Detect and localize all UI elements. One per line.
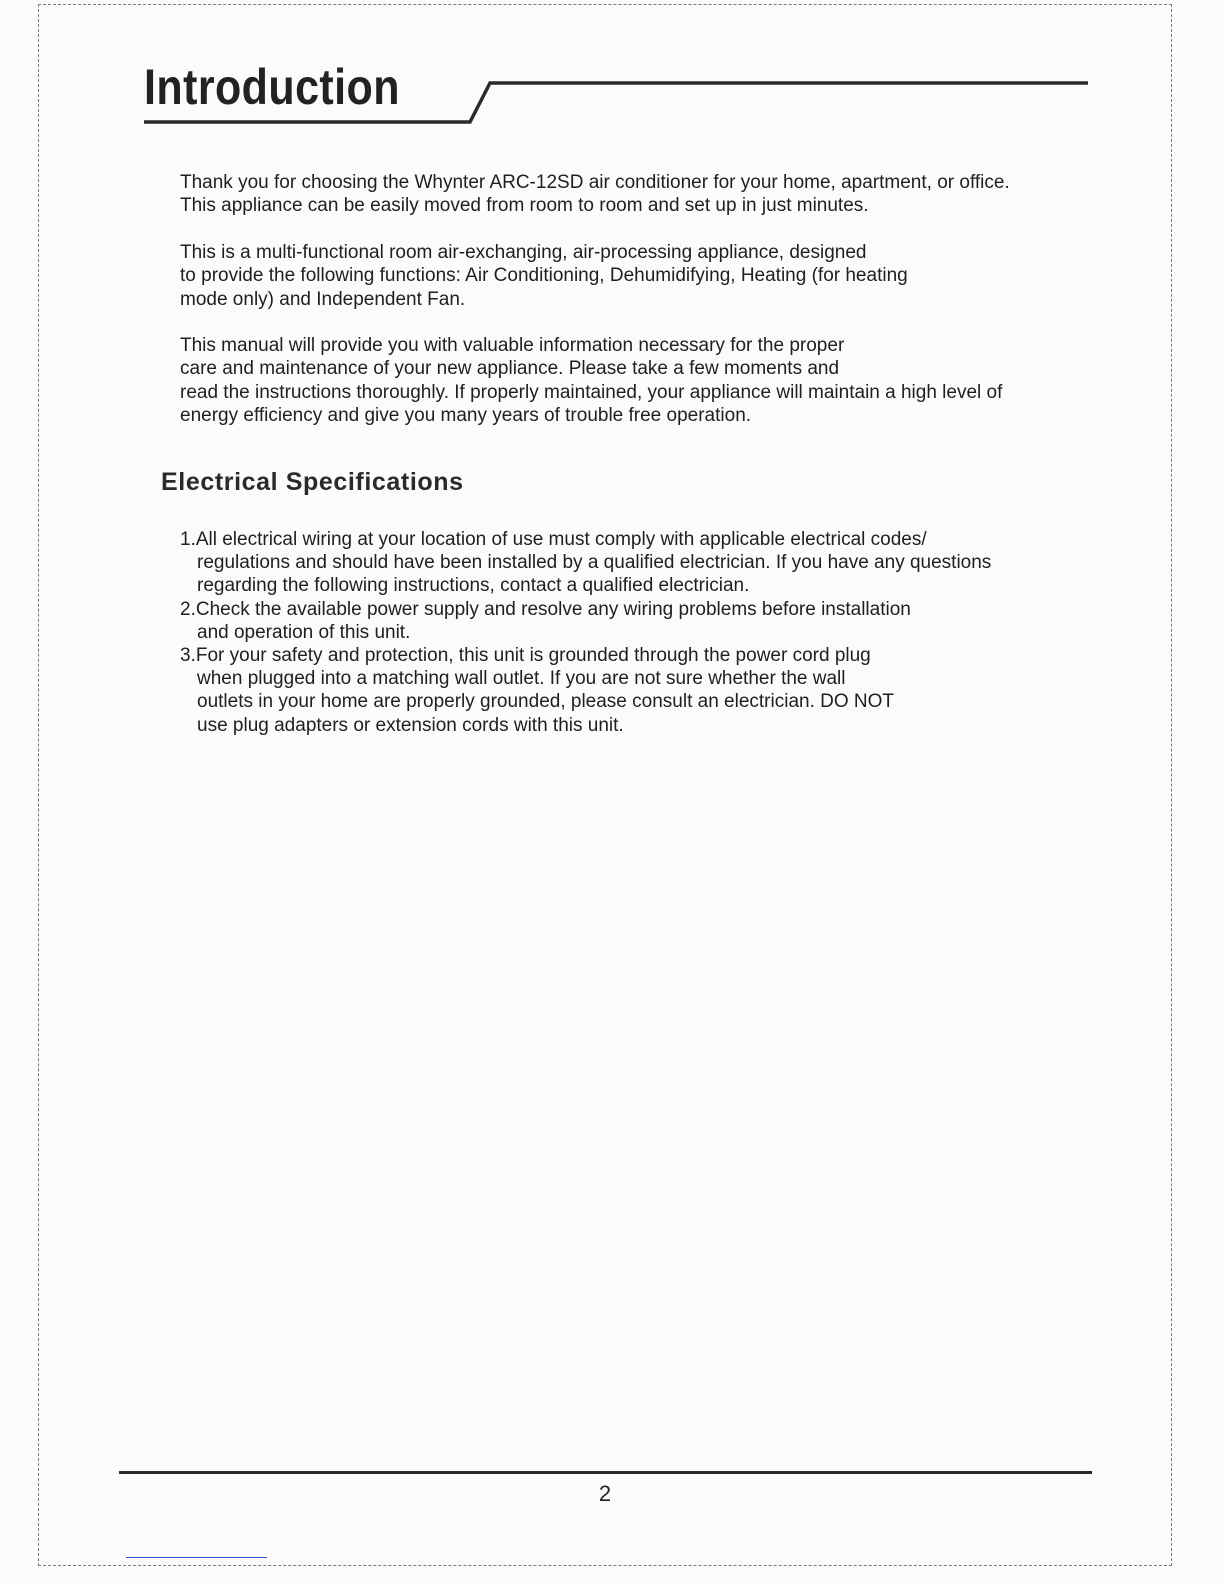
text-line: 2.Check the available power supply and resolve any wiring problems before installation: [180, 598, 911, 620]
intro-paragraph-2: [180, 241, 908, 311]
intro-paragraph-3: [180, 334, 1002, 427]
text-line: This appliance can be easily moved from room to room and set up in just minutes.: [180, 195, 869, 217]
text-line: regarding the following instructions, contact a qualified electrician.: [197, 575, 750, 597]
page-number: 2: [598, 1481, 612, 1506]
text-line: when plugged into a matching wall outlet. If you are not sure whether the wall: [197, 668, 846, 690]
page-title: Introduction: [144, 59, 400, 115]
intro-paragraph-1: [180, 171, 1010, 218]
list-item: [180, 528, 1080, 598]
text-line: use plug adapters or extension cords with this unit.: [197, 714, 624, 736]
text-line: This manual will provide you with valuable information necessary for the proper: [180, 335, 845, 356]
text-line: care and maintenance of your new appliance. Please take a few moments and: [180, 358, 840, 380]
text-line: 3.For your safety and protection, this unit is grounded through the power cord plug: [180, 645, 871, 667]
text-line: outlets in your home are properly grounded, please consult an electrician. DO NOT: [197, 691, 895, 713]
text-line: This is a multi-functional room air-exchanging, air-processing appliance, designed: [180, 242, 867, 263]
text-line: and operation of this unit.: [197, 621, 411, 643]
list-item: [180, 598, 1080, 644]
footer-divider: [119, 1471, 1092, 1474]
text-line: to provide the following functions: Air Conditioning, Dehumidifying, Heating (for heating: [180, 265, 908, 287]
electrical-spec-list: [180, 528, 1080, 737]
page-border: [38, 4, 1172, 1566]
text-line: read the instructions thoroughly. If properly maintained, your appliance will maintain a high level of: [180, 381, 1003, 403]
text-line: mode only) and Independent Fan.: [180, 288, 466, 310]
list-item: [180, 644, 1080, 737]
section-heading-electrical: Electrical Specifications: [161, 468, 464, 496]
text-line: 1.All electrical wiring at your location of use must comply with applicable electrical codes/: [180, 529, 927, 550]
text-line: Thank you for choosing the Whynter ARC-12SD air conditioner for your home, apartment, or office.: [180, 172, 1010, 193]
text-line: energy efficiency and give you many years of trouble free operation.: [180, 404, 752, 426]
text-line: regulations and should have been installed by a qualified electrician. If you have any questions: [197, 552, 992, 574]
bottom-margin-mark: [126, 1557, 267, 1558]
